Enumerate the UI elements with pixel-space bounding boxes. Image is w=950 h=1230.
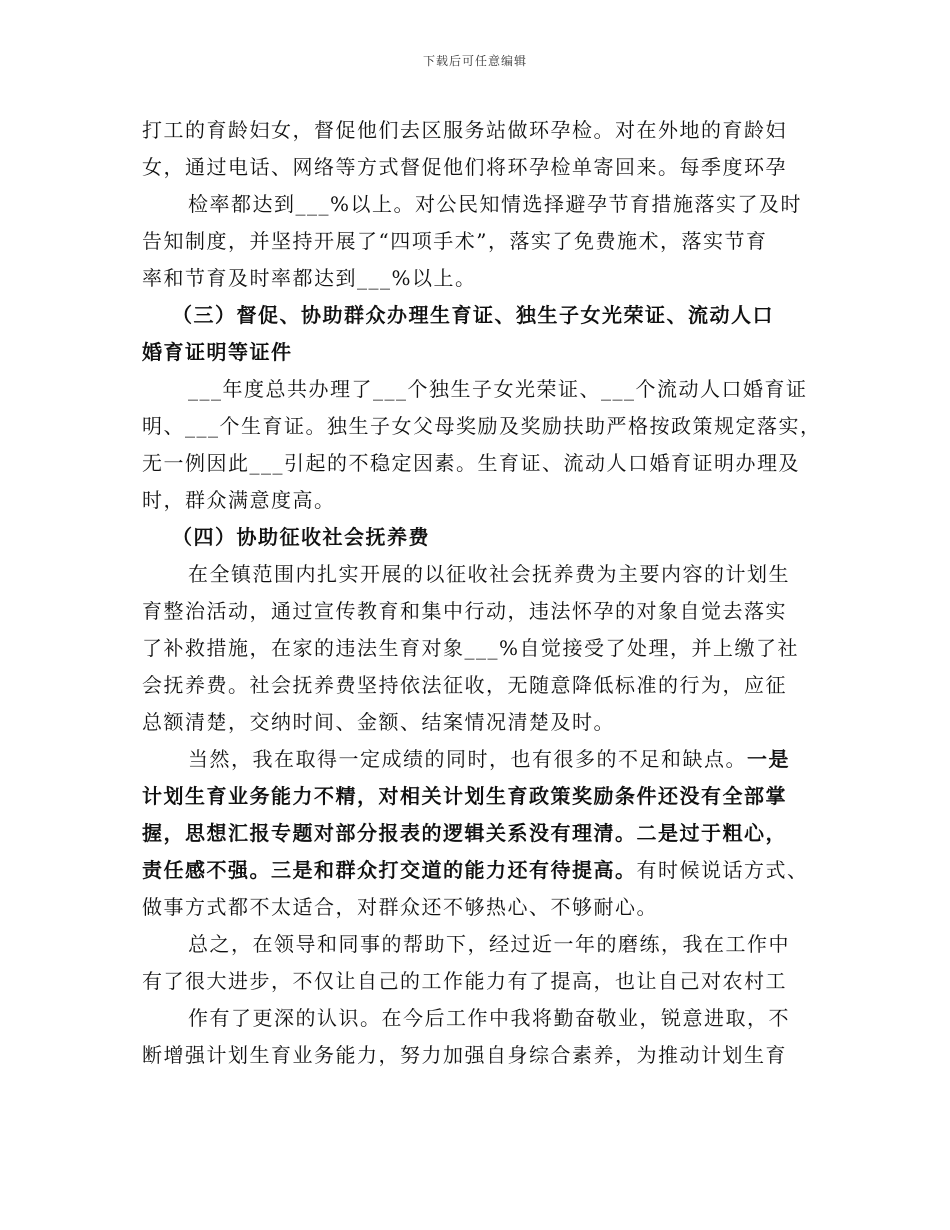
bold-text-line: 计划生育业务能力不精，对相关计划生育政策奖励条件还没有全部掌 bbox=[142, 784, 787, 808]
section-heading: （三）督促、协助群众办理生育证、独生子女光荣证、流动人口 bbox=[172, 303, 774, 327]
text-line: 无一例因此___引起的不稳定因素。生育证、流动人口婚育证明办理及 bbox=[142, 451, 800, 475]
bold-text-segment: 一是 bbox=[747, 747, 790, 771]
bold-text-line: 握，思想汇报专题对部分报表的逻辑关系没有理清。二是过于粗心， bbox=[142, 821, 787, 845]
section-heading: （四）协助征收社会抚养费 bbox=[172, 525, 430, 549]
text-segment: 有时候说话方式、 bbox=[636, 858, 809, 882]
text-line: 作有了更深的认识。在今后工作中我将勤奋敬业，锐意进取，不 bbox=[188, 1006, 790, 1030]
text-line: 会抚养费。社会抚养费坚持依法征收，无随意降低标准的行为，应征 bbox=[142, 673, 787, 697]
text-line: 女，通过电话、网络等方式督促他们将环孕检单寄回来。每季度环孕 bbox=[142, 155, 787, 179]
text-line: 做事方式都不太适合，对群众还不够热心、不够耐心。 bbox=[142, 895, 658, 919]
text-line: 育整治活动，通过宣传教育和集中行动，违法怀孕的对象自觉去落实 bbox=[142, 599, 787, 623]
text-line: 率和节育及时率都达到___%以上。 bbox=[142, 266, 477, 290]
text-line: 告知制度，并坚持开展了“四项手术”，落实了免费施术，落实节育 bbox=[142, 229, 768, 253]
text-line: 了补救措施，在家的违法生育对象___%自觉接受了处理，并上缴了社 bbox=[142, 636, 800, 660]
text-line bbox=[188, 743, 790, 772]
text-line: 总额清楚，交纳时间、金额、结案情况清楚及时。 bbox=[142, 710, 615, 734]
page-header: 下载后可任意编辑 bbox=[422, 54, 527, 68]
text-line: 断增强计划生育业务能力，努力加强自身综合素养，为推动计划生育 bbox=[142, 1043, 787, 1067]
text-line: 明、___个生育证。独生子女父母奖励及奖励扶助严格按政策规定落实， bbox=[142, 414, 822, 438]
text-line: 检率都达到___%以上。对公民知情选择避孕节育措施落实了及时 bbox=[188, 192, 803, 216]
bold-text-segment: 责任感不强。三是和群众打交道的能力还有待提高。 bbox=[142, 858, 637, 882]
text-line: 在全镇范围内扎实开展的以征收社会抚养费为主要内容的计划生 bbox=[188, 562, 790, 586]
text-line: 打工的育龄妇女，督促他们去区服务站做环孕检。对在外地的育龄妇 bbox=[142, 118, 787, 142]
text-line: ___年度总共办理了___个独生子女光荣证、___个流动人口婚育证 bbox=[188, 377, 808, 401]
text-segment: 当然，我在取得一定成绩的同时，也有很多的不足和缺点。 bbox=[188, 747, 747, 771]
text-line: 总之，在领导和同事的帮助下，经过近一年的磨练，我在工作中 bbox=[188, 932, 790, 956]
text-line: 有了很大进步，不仅让自己的工作能力有了提高，也让自己对农村工 bbox=[142, 969, 787, 993]
text-line bbox=[142, 854, 809, 883]
text-line: 时，群众满意度高。 bbox=[142, 488, 336, 512]
section-heading: 婚育证明等证件 bbox=[142, 340, 293, 364]
